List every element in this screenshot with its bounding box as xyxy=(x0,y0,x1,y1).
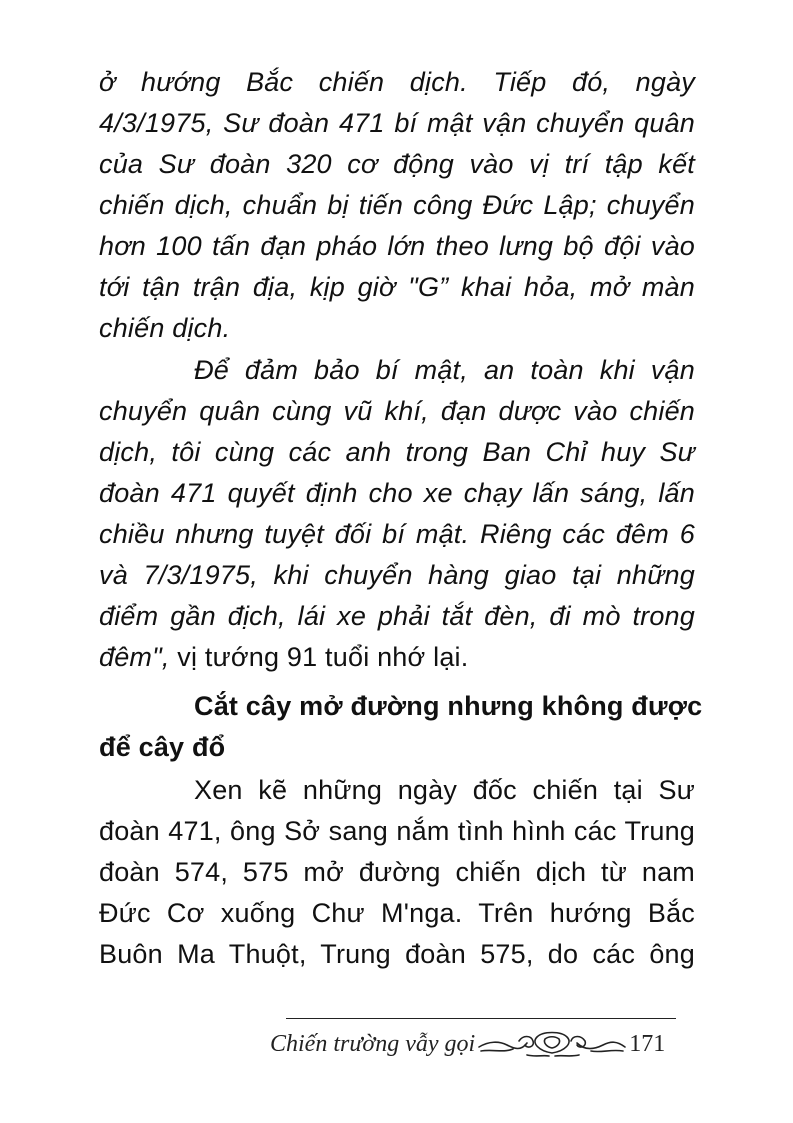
text-line xyxy=(99,637,695,678)
paragraph-3 xyxy=(99,770,695,975)
text-line: Để đảm bảo bí mật, an toàn khi vận xyxy=(194,355,695,385)
page-footer xyxy=(270,1024,690,1064)
text-line: chuyển quân cùng vũ khí, đạn dược vào chiến xyxy=(99,396,695,426)
text-line: đoàn 574, 575 mở đường chiến dịch từ nam xyxy=(99,857,695,887)
text-line: đoàn 471, ông Sở sang nắm tình hình các Trung xyxy=(99,816,695,846)
quote-end-text: đêm", xyxy=(99,642,170,672)
text-line: Buôn Ma Thuột, Trung đoàn 575, do các ông xyxy=(99,939,695,969)
footer-divider xyxy=(286,1018,676,1019)
text-line: Đức Cơ xuống Chư M'nga. Trên hướng Bắc xyxy=(99,898,695,928)
heading-line: Cắt cây mở đường nhưng không được xyxy=(194,691,703,721)
text-line: chiến dịch. xyxy=(99,313,231,343)
text-line: dịch, tôi cùng các anh trong Ban Chỉ huy Sư xyxy=(99,437,695,467)
page-number: 171 xyxy=(629,1030,666,1057)
text-line: Xen kẽ những ngày đốc chiến tại Sư xyxy=(194,775,695,805)
attribution-text: vị tướng 91 tuổi nhớ lại. xyxy=(169,642,469,672)
text-line: tới tận trận địa, kịp giờ "G” khai hỏa, mở màn xyxy=(99,272,695,302)
decorative-flourish-icon xyxy=(477,1027,627,1061)
paragraph-2 xyxy=(99,350,695,678)
text-line: chiều nhưng tuyệt đối bí mật. Riêng các đêm 6 xyxy=(99,519,695,549)
heading-line: để cây đổ xyxy=(99,732,226,762)
running-title: Chiến trường vẫy gọi xyxy=(270,1030,476,1057)
text-line: 4/3/1975, Sư đoàn 471 bí mật vận chuyển quân xyxy=(99,108,695,138)
text-line: của Sư đoàn 320 cơ động vào vị trí tập kết xyxy=(99,149,695,179)
text-line: và 7/3/1975, khi chuyển hàng giao tại những xyxy=(99,560,695,590)
text-line: điểm gần địch, lái xe phải tắt đèn, đi mò trong xyxy=(99,601,695,631)
text-line: ở hướng Bắc chiến dịch. Tiếp đó, ngày xyxy=(99,67,695,97)
paragraph-1 xyxy=(99,62,695,349)
text-line: chiến dịch, chuẩn bị tiến công Đức Lập; chuyển xyxy=(99,190,695,220)
text-line: đoàn 471 quyết định cho xe chạy lấn sáng, lấn xyxy=(99,478,695,508)
text-line: hơn 100 tấn đạn pháo lớn theo lưng bộ đội vào xyxy=(99,231,695,261)
section-heading xyxy=(99,686,703,768)
